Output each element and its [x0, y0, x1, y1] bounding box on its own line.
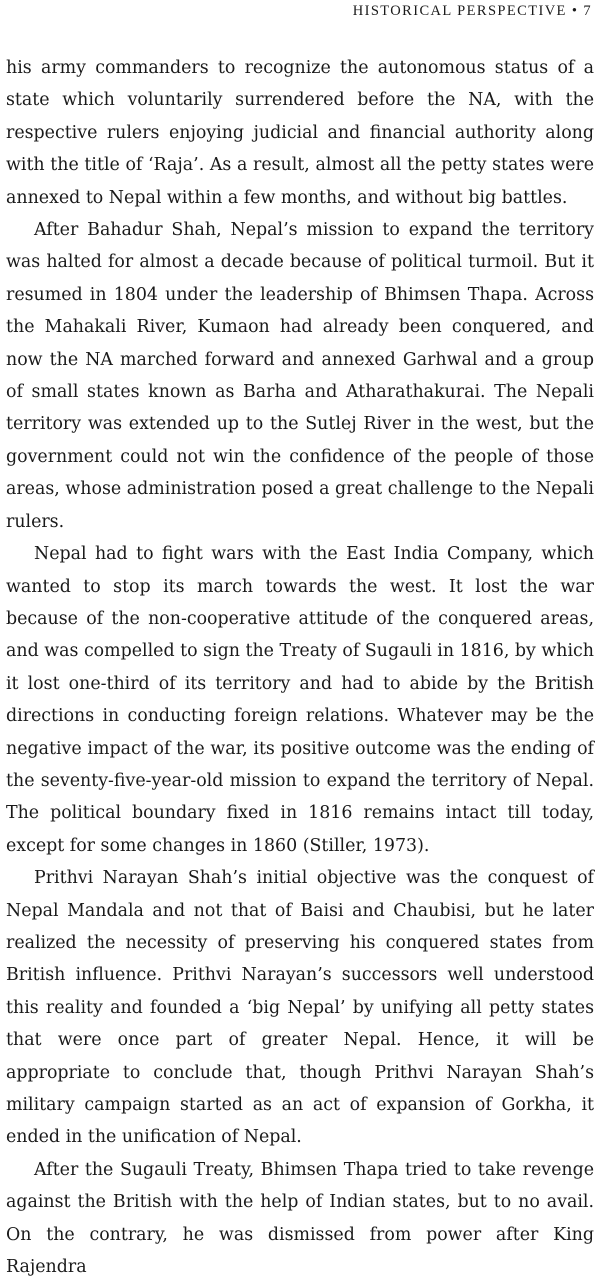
body-text [6, 52, 594, 1283]
paragraph-sugauli-treaty: After the Sugauli Treaty, Bhimsen Thapa tried to take revenge against the British with the help of Indian states, but to no avail. On the contrary, he was dismissed from power after King Rajendra [6, 1159, 594, 1278]
paragraph-prithvi-narayan-shah: Prithvi Narayan Shah’s initial objective was the conquest of Nepal Mandala and not that of Baisi and Chaubisi, but he later realized the necessity of preserving his conquered states from British influence. Prithvi Narayan’s successors well understood this reality and founded a ‘big Nepal’ by unifying all petty states that were once part of greater Nepal. Hence, it will be appropriate to conclude that, though Prithvi Narayan Shah’s military campaign started as an act of expansion of Gorkha, it ended in the unification of Nepal. [6, 868, 594, 1148]
paragraph-bahadur-shah: After Bahadur Shah, Nepal’s mission to expand the territory was halted for almost a decade because of political turmoil. But it resumed in 1804 under the leadership of Bhimsen Thapa. Across the Mahakali River, Kumaon had already been conquered, and now the NA marched forward and annexed Garhwal and a group of small states known as Barha and Atharathakurai. The Nepali territory was extended up to the Sutlej River in the west, but the government could not win the confidence of the people of those areas, whose administration posed a great challenge to the Nepali rulers. [6, 220, 594, 532]
paragraph-east-india-company: Nepal had to fight wars with the East India Company, which wanted to stop its march towards the west. It lost the war because of the non-cooperative attitude of the conquered areas, and was compelled to sign the Treaty of Sugauli in 1816, by which it lost one-third of its territory and had to abide by the British directions in conducting foreign relations. Whatever may be the negative impact of the war, its positive outcome was the ending of the seventy-five-year-old mission to expand the territory of Nepal. The political boundary fixed in 1816 remains intact till today, except for some changes in 1860 (Stiller, 1973). [6, 544, 594, 856]
paragraph-continued: his army commanders to recognize the autonomous status of a state which voluntarily surrendered before the NA, with the respective rulers enjoying judicial and financial authority along with the title of ‘Raja’. As a result, almost all the petty states were annexed to Nepal within a few months, and without big battles. [6, 58, 594, 208]
running-head: HISTORICAL PERSPECTIVE • 7 [352, 3, 592, 19]
